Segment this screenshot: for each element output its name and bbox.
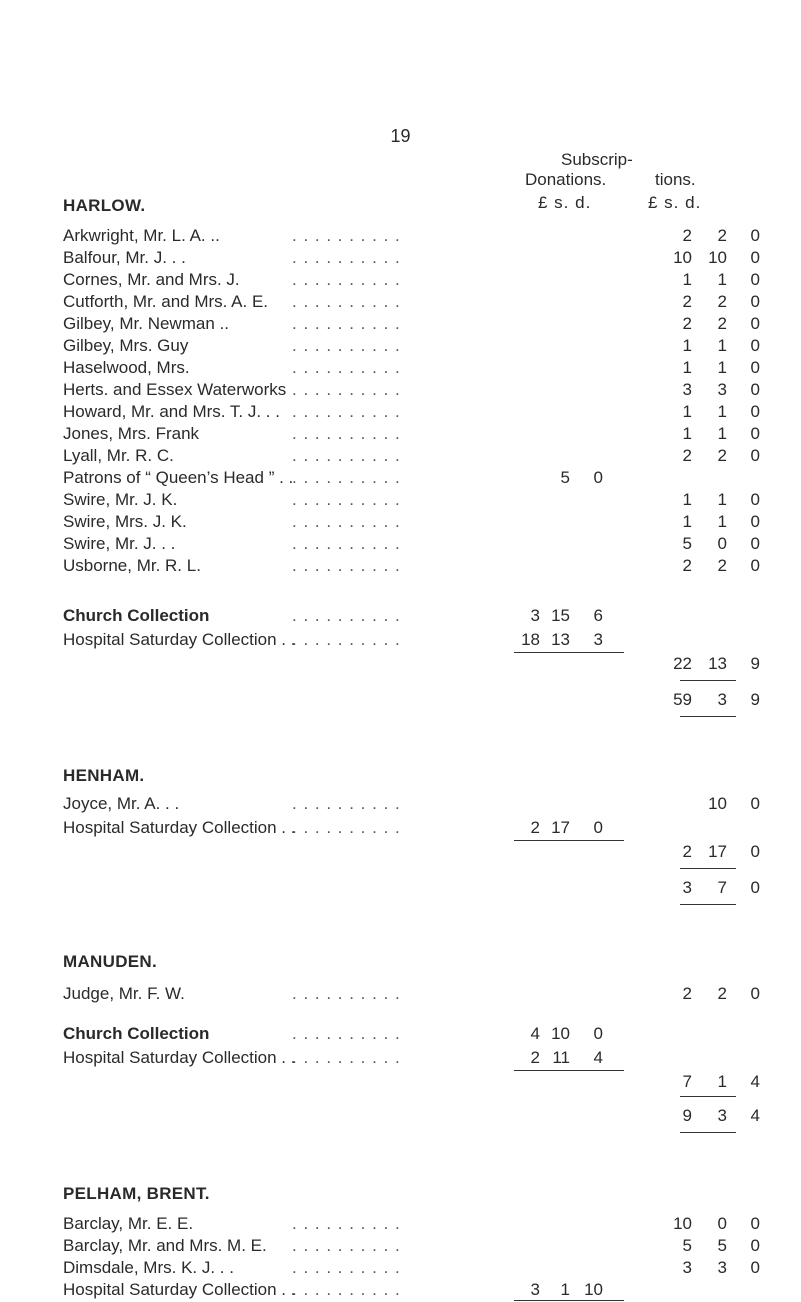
subscription-pounds: 2: [682, 292, 692, 311]
entry-name: Judge, Mr. F. W.: [63, 984, 185, 1003]
leader-dots: . . . . . . . . . .: [292, 226, 401, 245]
subscription-pence: 0: [750, 226, 760, 245]
donation-shillings: 15: [551, 606, 570, 625]
subscription-shillings: 1: [717, 512, 727, 531]
section-total-pence: 4: [750, 1106, 760, 1125]
leader-dots: . . . . . . . . . .: [292, 818, 401, 837]
leader-dots: . . . . . . . . . .: [292, 336, 401, 355]
entry-name: Swire, Mr. J. K.: [63, 490, 178, 509]
column-header-subscriptions-2: tions.: [655, 170, 696, 189]
subscription-shillings: 0: [717, 534, 727, 553]
section-total-pounds: 9: [682, 1106, 692, 1125]
column-header-donations: Donations.: [525, 170, 607, 189]
carried-subtotal-shillings: 13: [708, 654, 727, 673]
donation-shillings: 5: [560, 468, 570, 487]
subscription-pence: 0: [750, 1236, 760, 1255]
subscription-pounds: 10: [673, 1214, 692, 1233]
subscription-pounds: 1: [682, 512, 692, 531]
section-title: PELHAM, BRENT.: [63, 1184, 210, 1203]
entry-name: Dimsdale, Mrs. K. J. . .: [63, 1258, 234, 1277]
subscription-pence: 0: [750, 490, 760, 509]
donation-shillings: 10: [551, 1024, 570, 1043]
carried-subtotal-pence: 0: [750, 842, 760, 861]
total-rule: [514, 840, 624, 841]
total-rule: [514, 652, 624, 653]
subscription-shillings: 1: [717, 358, 727, 377]
entry-name: Jones, Mrs. Frank: [63, 424, 200, 443]
subscription-pounds: 2: [682, 314, 692, 333]
subscription-pence: 0: [750, 1258, 760, 1277]
subscription-pence: 0: [750, 512, 760, 531]
entry-name: Swire, Mrs. J. K.: [63, 512, 187, 531]
subscription-pence: 0: [750, 402, 760, 421]
leader-dots: . . . . . . . . . .: [292, 1258, 401, 1277]
leader-dots: . . . . . . . . . .: [292, 534, 401, 553]
leader-dots: . . . . . . . . . .: [292, 468, 401, 487]
subscription-pounds: 10: [673, 248, 692, 267]
carried-subtotal-pence: 9: [750, 654, 760, 673]
subscription-pounds: 1: [682, 424, 692, 443]
entry-name: Cornes, Mr. and Mrs. J.: [63, 270, 240, 289]
donation-pounds: 3: [530, 1280, 540, 1299]
entry-name: Gilbey, Mrs. Guy: [63, 336, 189, 355]
carried-subtotal-pounds: 22: [673, 654, 692, 673]
entry-name: Lyall, Mr. R. C.: [63, 446, 174, 465]
leader-dots: . . . . . . . . . .: [292, 1024, 401, 1043]
subscription-pounds: 2: [682, 556, 692, 575]
subscription-shillings: 2: [717, 226, 727, 245]
carried-subtotal-shillings: 17: [708, 842, 727, 861]
subscription-shillings: 2: [717, 984, 727, 1003]
donation-pence: 0: [593, 818, 603, 837]
leader-dots: . . . . . . . . . .: [292, 1280, 401, 1299]
leader-dots: . . . . . . . . . .: [292, 248, 401, 267]
subscription-pence: 0: [750, 1214, 760, 1233]
entry-name: Hospital Saturday Collection . .: [63, 818, 296, 837]
section-total-pence: 9: [750, 690, 760, 709]
entry-name: Barclay, Mr. and Mrs. M. E.: [63, 1236, 267, 1255]
donation-pence: 0: [593, 1024, 603, 1043]
donation-pounds: 2: [530, 818, 540, 837]
donation-pence: 0: [593, 468, 603, 487]
leader-dots: . . . . . . . . . .: [292, 380, 401, 399]
leader-dots: . . . . . . . . . .: [292, 314, 401, 333]
leader-dots: . . . . . . . . . .: [292, 794, 401, 813]
subscription-shillings: 1: [717, 336, 727, 355]
subscription-shillings: 1: [717, 424, 727, 443]
total-rule: [680, 1096, 736, 1097]
leader-dots: . . . . . . . . . .: [292, 270, 401, 289]
entry-name: Patrons of “ Queen’s Head ” . .: [63, 468, 294, 487]
leader-dots: . . . . . . . . . .: [292, 424, 401, 443]
subscription-shillings: 2: [717, 314, 727, 333]
subscription-pence: 0: [750, 984, 760, 1003]
subscription-pounds: 5: [682, 1236, 692, 1255]
entry-name: Swire, Mr. J. . .: [63, 534, 176, 553]
subscription-shillings: 1: [717, 270, 727, 289]
carried-subtotal-pounds: 2: [682, 842, 692, 861]
subscription-pounds: 2: [682, 446, 692, 465]
subscription-shillings: 1: [717, 402, 727, 421]
entry-name: Hospital Saturday Collection . .: [63, 1280, 296, 1299]
entry-name: Gilbey, Mr. Newman ..: [63, 314, 229, 333]
leader-dots: . . . . . . . . . .: [292, 358, 401, 377]
entry-name: Cutforth, Mr. and Mrs. A. E.: [63, 292, 269, 311]
leader-dots: . . . . . . . . . .: [292, 1214, 401, 1233]
entry-name: Usborne, Mr. R. L.: [63, 556, 201, 575]
donation-pounds: 2: [530, 1048, 540, 1067]
leader-dots: . . . . . . . . . .: [292, 512, 401, 531]
subscription-pounds: 2: [682, 226, 692, 245]
entry-name: Howard, Mr. and Mrs. T. J. . .: [63, 402, 280, 421]
total-rule: [680, 868, 736, 869]
subscription-pounds: 3: [682, 380, 692, 399]
section-title: HARLOW.: [63, 196, 146, 215]
entry-name: Haselwood, Mrs.: [63, 358, 190, 377]
entry-name: Joyce, Mr. A. . .: [63, 794, 180, 813]
subscription-pence: 0: [750, 270, 760, 289]
donation-pence: 10: [584, 1280, 603, 1299]
subscription-pounds: 3: [682, 1258, 692, 1277]
section-total-shillings: 3: [717, 690, 727, 709]
carried-subtotal-pounds: 7: [682, 1072, 692, 1091]
subscription-pounds: 1: [682, 358, 692, 377]
total-rule: [514, 1070, 624, 1071]
leader-dots: . . . . . . . . . .: [292, 1236, 401, 1255]
subscription-pence: 0: [750, 248, 760, 267]
entry-name: Balfour, Mr. J. . .: [63, 248, 186, 267]
subscription-pounds: 1: [682, 336, 692, 355]
leader-dots: . . . . . . . . . .: [292, 402, 401, 421]
donation-shillings: 11: [552, 1048, 570, 1067]
donation-pounds: 3: [530, 606, 540, 625]
donation-pence: 4: [593, 1048, 603, 1067]
column-units-donations: £ s. d.: [538, 193, 592, 212]
leader-dots: . . . . . . . . . .: [292, 490, 401, 509]
entry-name: Barclay, Mr. E. E.: [63, 1214, 194, 1233]
subscription-pounds: 1: [682, 270, 692, 289]
donation-pounds: 18: [521, 630, 540, 649]
entry-name: Arkwright, Mr. L. A. ..: [63, 226, 220, 245]
subscription-pence: 0: [750, 314, 760, 333]
donation-pence: 3: [593, 630, 603, 649]
subscription-pence: 0: [750, 424, 760, 443]
subscription-shillings: 2: [717, 292, 727, 311]
entry-name: Hospital Saturday Collection . .: [63, 630, 296, 649]
section-total-shillings: 7: [717, 878, 727, 897]
section-title: HENHAM.: [63, 766, 145, 785]
section-total-pence: 0: [750, 878, 760, 897]
column-units-subscriptions: £ s. d.: [648, 193, 702, 212]
subscription-pounds: 5: [682, 534, 692, 553]
leader-dots: . . . . . . . . . .: [292, 606, 401, 625]
leader-dots: . . . . . . . . . .: [292, 984, 401, 1003]
donation-pounds: 4: [530, 1024, 540, 1043]
subscription-shillings: 3: [717, 380, 727, 399]
total-rule: [514, 1300, 624, 1301]
subscription-shillings: 5: [717, 1236, 727, 1255]
subscription-pence: 0: [750, 358, 760, 377]
total-rule: [680, 904, 736, 905]
subscription-shillings: 10: [708, 248, 727, 267]
total-rule: [680, 716, 736, 717]
subscription-pounds: 2: [682, 984, 692, 1003]
subscription-shillings: 0: [717, 1214, 727, 1233]
donation-shillings: 17: [551, 818, 570, 837]
section-total-shillings: 3: [717, 1106, 727, 1125]
entry-name: Herts. and Essex Waterworks: [63, 380, 287, 399]
donation-pence: 6: [593, 606, 603, 625]
subscription-pounds: 1: [682, 402, 692, 421]
column-header-subscriptions-1: Subscrip-: [561, 150, 633, 169]
section-title: MANUDEN.: [63, 952, 158, 971]
subscription-shillings: 2: [717, 446, 727, 465]
carried-subtotal-shillings: 1: [717, 1072, 727, 1091]
entry-name: Hospital Saturday Collection . .: [63, 1048, 296, 1067]
donation-shillings: 13: [551, 630, 570, 649]
total-rule: [680, 680, 736, 681]
entry-name: Church Collection: [63, 1024, 210, 1043]
total-rule: [680, 1132, 736, 1133]
subscription-shillings: 1: [717, 490, 727, 509]
subscription-shillings: 2: [717, 556, 727, 575]
entry-name: Church Collection: [63, 606, 210, 625]
leader-dots: . . . . . . . . . .: [292, 556, 401, 575]
subscription-pence: 0: [750, 380, 760, 399]
leader-dots: . . . . . . . . . .: [292, 446, 401, 465]
subscription-pence: 0: [750, 534, 760, 553]
section-total-pounds: 3: [682, 878, 692, 897]
carried-subtotal-pence: 4: [750, 1072, 760, 1091]
donation-shillings: 1: [560, 1280, 570, 1299]
subscription-shillings: 3: [717, 1258, 727, 1277]
subscription-pence: 0: [750, 556, 760, 575]
subscription-pounds: 1: [682, 490, 692, 509]
subscription-pence: 0: [750, 336, 760, 355]
leader-dots: . . . . . . . . . .: [292, 1048, 401, 1067]
subscription-shillings: 10: [708, 794, 727, 813]
subscription-pence: 0: [750, 292, 760, 311]
leader-dots: . . . . . . . . . .: [292, 292, 401, 311]
section-total-pounds: 59: [673, 690, 692, 709]
subscription-pence: 0: [750, 446, 760, 465]
subscription-pence: 0: [750, 794, 760, 813]
leader-dots: . . . . . . . . . .: [292, 630, 401, 649]
page-number: 19: [390, 126, 411, 146]
